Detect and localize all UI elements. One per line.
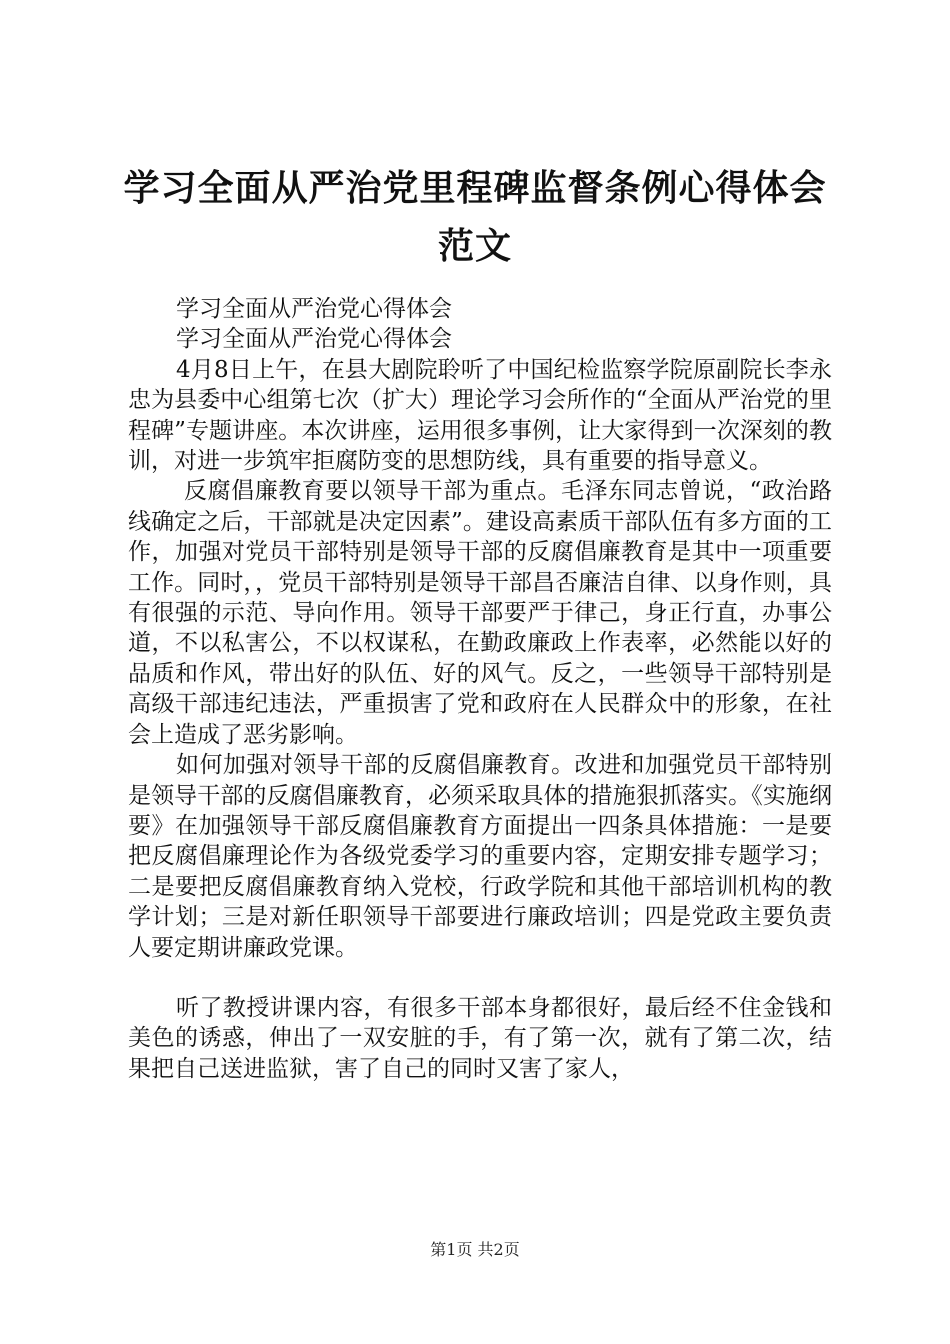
body-paragraph: 反腐倡廉教育要以领导干部为重点。毛泽东同志曾说，“政治路线确定之后，干部就是决定因素”。建设高素质干部队伍有多方面的工作，加强对党员干部特别是领导干部的反腐倡廉教育是其中一项重要工作。同时，，党员干部特别是领导干部昌否廉洁自律、以身作则，具有很强的示范、导向作用。领导干部要严于律己，身正行直，办事公道，不以私害公，不以权谋私，在勤政廉政上作表率，必然能以好的品质和作风，带出好的队伍、好的风气。反之，一些领导干部特别是高级干部违纪违法，严重损害了党和政府在人民群众中的形象，在社会上造成了恶劣影响。 [128,478,832,748]
page-number: 第1页 共2页 [430,1240,520,1259]
body-paragraph: 4月8日上午，在县大剧院聆听了中国纪检监察学院原副院长李永忠为县委中心组第七次（扩大）理论学习会所作的“全面从严治党的里程碑”专题讲座。本次讲座，运用很多事例，让大家得到一次深刻的教训，对进一步筑牢拒腐防变的思想防线，具有重要的指导意义。 [128,356,832,475]
body-paragraph: 如何加强对领导干部的反腐倡廉教育。改进和加强党员干部特别是领导干部的反腐倡廉教育，必须采取具体的措施狠抓落实。《实施纲要》在加强领导干部反腐倡廉教育方面提出一四条具体措施：一是要把反腐倡廉理论作为各级党委学习的重要内容，定期安排专题学习；二是要把反腐倡廉教育纳入党校，行政学院和其他干部培训机构的教学计划；三是对新任职领导干部要进行廉政培训；四是党政主要负责人要定期讲廉政党课。 [128,752,832,961]
document-body [128,294,832,1084]
paragraph-gap [128,963,832,993]
subtitle-line: 学习全面从严治党心得体会 [176,296,452,322]
document-title: 学习全面从严治党里程碑监督条例心得体会范文 [123,168,827,267]
subtitle-line: 学习全面从严治党心得体会 [176,326,452,353]
body-paragraph: 听了教授讲课内容，有很多干部本身都很好，最后经不住金钱和美色的诱惑，伸出了一双安脏的手，有了第一次，就有了第二次，结果把自己送进监狱，害了自己的同时又害了家人， [128,994,832,1082]
